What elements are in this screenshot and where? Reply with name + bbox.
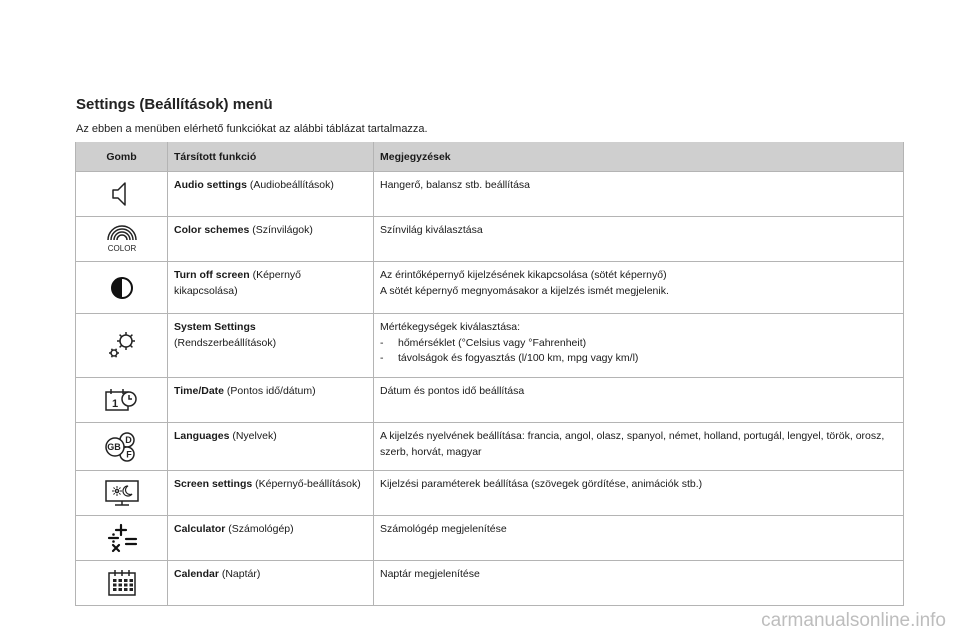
note-bullet: - hőmérséklet (°Celsius vagy °Fahrenheit) [380, 336, 895, 352]
lang-f-label: F [125, 449, 132, 459]
notes-cell [374, 378, 904, 423]
calendar-clock-icon [76, 387, 167, 413]
table-row [76, 423, 904, 471]
note-text: Színvilág kiválasztása [380, 224, 483, 236]
function-translation: (Képernyő-beállítások) [252, 478, 361, 490]
function-name: System Settings [174, 321, 256, 333]
function-name: Calculator [174, 523, 226, 535]
calendar-icon [76, 567, 167, 599]
half-circle-icon [76, 275, 167, 301]
function-cell [168, 172, 374, 217]
monitor-sun-moon-icon [76, 478, 167, 508]
note-text: Számológép megjelenítése [380, 523, 507, 535]
page-title: Settings (Beállítások) menü [76, 96, 273, 113]
note-text: A sötét képernyő megnyomásakor a kijelzés ismét megjelenik. [380, 284, 669, 297]
function-translation: (Színvilágok) [249, 224, 313, 236]
col-header-notes: Megjegyzések [374, 142, 904, 172]
notes-cell [374, 423, 904, 471]
function-name: Calendar [174, 568, 219, 580]
function-name: Languages [174, 430, 230, 442]
button-icon-cell [76, 378, 168, 423]
table-row [76, 516, 904, 561]
function-name: Color schemes [174, 224, 250, 236]
note-text: Mértékegységek kiválasztása: [380, 321, 521, 333]
note-text: Dátum és pontos idő beállítása [380, 385, 525, 397]
notes-cell [374, 516, 904, 561]
note-text: Kijelzési paraméterek beállítása (szövegek gördítése, animációk stb.) [380, 478, 703, 490]
function-cell [168, 423, 374, 471]
function-cell [168, 561, 374, 606]
table-row [76, 217, 904, 262]
function-name: Audio settings [174, 179, 247, 191]
notes-cell [374, 471, 904, 516]
table-row [76, 262, 904, 314]
notes-cell [374, 172, 904, 217]
calculator-icon [76, 521, 167, 555]
table-row [76, 378, 904, 423]
table-row [76, 561, 904, 606]
table-row [76, 471, 904, 516]
notes-cell [374, 262, 904, 314]
function-translation: (Naptár) [218, 568, 261, 580]
function-translation: (Pontos idő/dátum) [224, 385, 316, 397]
note-text: Az érintőképernyő kijelzésének kikapcsolása (sötét képernyő) [380, 269, 667, 281]
button-icon-cell [76, 217, 168, 262]
function-cell [168, 471, 374, 516]
settings-table [75, 142, 904, 606]
function-translation: (Rendszerbeállítások) [174, 336, 277, 349]
lang-d-label: D [124, 434, 132, 445]
function-cell [168, 516, 374, 561]
button-icon-cell [76, 516, 168, 561]
function-name: Screen settings [174, 478, 253, 490]
button-icon-cell [76, 262, 168, 314]
note-bullet: - távolságok és fogyasztás (l/100 km, mpg vagy km/l) [380, 351, 895, 367]
function-translation: (Képernyő kikapcsolása) [174, 269, 302, 297]
col-header-function: Társított funkció [168, 142, 374, 172]
button-icon-cell [76, 423, 168, 471]
function-translation: (Nyelvek) [229, 430, 277, 442]
button-icon-cell [76, 561, 168, 606]
col-header-button: Gomb [76, 142, 168, 172]
note-text: A kijelzés nyelvének beállítása: francia, angol, olasz, spanyol, német, holland, portugál, lengyel, török, orosz, szerb, horvát, magyar [380, 430, 885, 458]
color-schemes-icon [76, 225, 167, 253]
intro-text: Az ebben a menüben elérhető funkciókat az alábbi táblázat tartalmazza. [76, 123, 428, 135]
gears-icon [76, 330, 167, 362]
lang-gb-label: GB [106, 441, 121, 452]
notes-cell [374, 217, 904, 262]
function-translation: (Audiobeállítások) [246, 179, 334, 191]
speaker-icon [76, 179, 167, 209]
table-header-row [76, 142, 904, 172]
function-cell [168, 262, 374, 314]
function-cell [168, 314, 374, 378]
languages-icon [76, 430, 167, 464]
note-text: Hangerő, balansz stb. beállítása [380, 179, 531, 191]
function-name: Turn off screen [174, 269, 250, 281]
notes-cell [374, 314, 904, 378]
color-icon-label: COLOR [107, 244, 136, 253]
table-row [76, 172, 904, 217]
button-icon-cell [76, 471, 168, 516]
function-translation: (Számológép) [225, 523, 294, 535]
function-name: Time/Date [174, 385, 224, 397]
note-text: Naptár megjelenítése [380, 568, 480, 580]
table-row [76, 314, 904, 378]
footer-watermark: carmanualsonline.info [761, 610, 946, 631]
notes-cell [374, 561, 904, 606]
button-icon-cell [76, 172, 168, 217]
function-cell [168, 217, 374, 262]
date-icon-label: 1 [111, 398, 118, 410]
function-cell [168, 378, 374, 423]
button-icon-cell [76, 314, 168, 378]
